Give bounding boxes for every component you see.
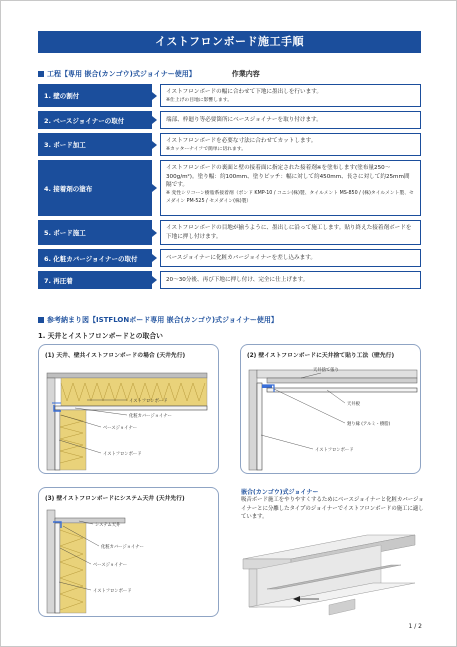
step-description (160, 84, 421, 107)
section-heading-text: 参考納まり図【ISTFLONボード専用 嵌合(カンゴウ)式ジョイナー使用】 (47, 316, 278, 324)
detail-panel-3 (38, 487, 219, 617)
step-text: 端部、枠廻り等必要箇所にベースジョイナーを取り付けます。 (166, 116, 322, 123)
step-label: 2. ベースジョイナーの取付 (38, 111, 152, 129)
step-note: ※ 変性シリコーン樹脂系接着剤（ボンド KMP-10 / コニシ(株)製、タイルメント MS-850 / (株)タイルメント製、セメダイン PM-525 / セメダイン(株)製） (166, 190, 414, 205)
detail-drawing-2 (241, 345, 422, 475)
step-row (38, 84, 421, 107)
step-label: 6. 化粧カバージョイナーの取付 (38, 249, 152, 267)
joiner-description: 吸音ボード施工をやりやすくするためにベースジョイナーと化粧カバージョイナーとに分離したタイプのジョイナーでイストフロンボードの施工に適しています。 (241, 497, 424, 521)
page-title: イストフロンボード施工手順 (38, 31, 421, 53)
callout-label: 化粧カバージョイナー (129, 414, 172, 419)
step-note: ※仕上げの目地に影響します。 (166, 97, 232, 103)
step-description (160, 111, 421, 129)
step-description (160, 271, 421, 289)
step-description (160, 220, 421, 245)
step-row (38, 160, 421, 216)
step-row (38, 111, 421, 129)
step-text: イストフロンボードを必要な寸法に合わせてカットします。 (166, 138, 317, 144)
page-number: 1 / 2 (408, 623, 422, 630)
step-text: イストフロンボードの幅に合わせて下地に墨出しを行います。 (166, 89, 322, 95)
joiner-product-illustration (237, 529, 421, 625)
section-heading-text: 工程【専用 嵌合(カンゴウ)式ジョイナー使用】 (47, 70, 196, 78)
detail-panel-2 (240, 344, 421, 474)
joiner-title: 嵌合(カンゴウ)式ジョイナー (241, 489, 319, 496)
step-text: イストフロンボードの目地が揃うように、墨出しに沿って施工します。貼り終えた接着剤ボードを下地に押し付けます。 (166, 225, 412, 240)
process-steps (38, 84, 421, 293)
callout-label: 天井捨て張り (313, 368, 339, 373)
step-description (160, 160, 421, 216)
step-text: イストフロンボードの裏面と壁の接着面に指定された接着剤※を塗布します(塗布量250〜300g/m²)。塗り幅：約100mm、塗りピッチ：幅に対して約450mm、長さに対して約25mm間隔です。 (166, 165, 410, 189)
callout-label: ベースジョイナー (103, 426, 138, 431)
callout-label: 化粧カバージョイナー (101, 545, 144, 550)
section-heading-reference (38, 315, 278, 325)
step-label: 3. ボード加工 (38, 133, 152, 156)
step-note: ※カッターナイフで簡単に切れます。 (166, 146, 247, 152)
callout-label: 廻り縁 (アルミ・樹脂) (347, 422, 391, 427)
callout-label: イストフロンボード (315, 448, 354, 453)
square-bullet-icon (38, 71, 44, 77)
callout-label: 天井板 (347, 402, 360, 407)
step-description (160, 249, 421, 267)
step-label: 7. 再圧着 (38, 271, 152, 289)
square-bullet-icon (38, 317, 44, 323)
callout-label: イストフロンボード (129, 399, 168, 404)
subsection-heading: 1. 天井とイストフロンボードとの取合い (38, 332, 163, 340)
callout-label: システム天井 (95, 523, 121, 528)
detail-drawing-1 (39, 345, 220, 475)
step-label: 1. 壁の割付 (38, 84, 152, 107)
step-description (160, 133, 421, 156)
panel-title: (1) 天井、壁共イストフロンボードの場合 (天井先行) (45, 353, 186, 359)
detail-panel-1 (38, 344, 219, 474)
callout-label: イストフロンボード (103, 452, 142, 457)
detail-drawing-3 (39, 488, 220, 618)
callout-label: イストフロンボード (93, 589, 132, 594)
panel-title: (2) 壁イストフロンボードに天井捨て貼り工法（壁先行) (247, 353, 395, 359)
column-header-work: 作業内容 (231, 70, 260, 78)
step-row (38, 220, 421, 245)
panel-title: (3) 壁イストフロンボードにシステム天井 (天井先行) (45, 496, 185, 502)
callout-label: ベースジョイナー (93, 563, 128, 568)
step-row (38, 133, 421, 156)
step-row (38, 271, 421, 289)
step-text: 20〜30分後、再び下地に押し付け、完全に仕上げます。 (166, 276, 309, 283)
step-text: ベースジョイナーに化粧カバージョイナーを差し込みます。 (166, 254, 316, 261)
step-label: 4. 接着剤の塗布 (38, 160, 152, 216)
step-row (38, 249, 421, 267)
section-heading-process (38, 69, 260, 79)
step-label: 5. ボード施工 (38, 220, 152, 245)
